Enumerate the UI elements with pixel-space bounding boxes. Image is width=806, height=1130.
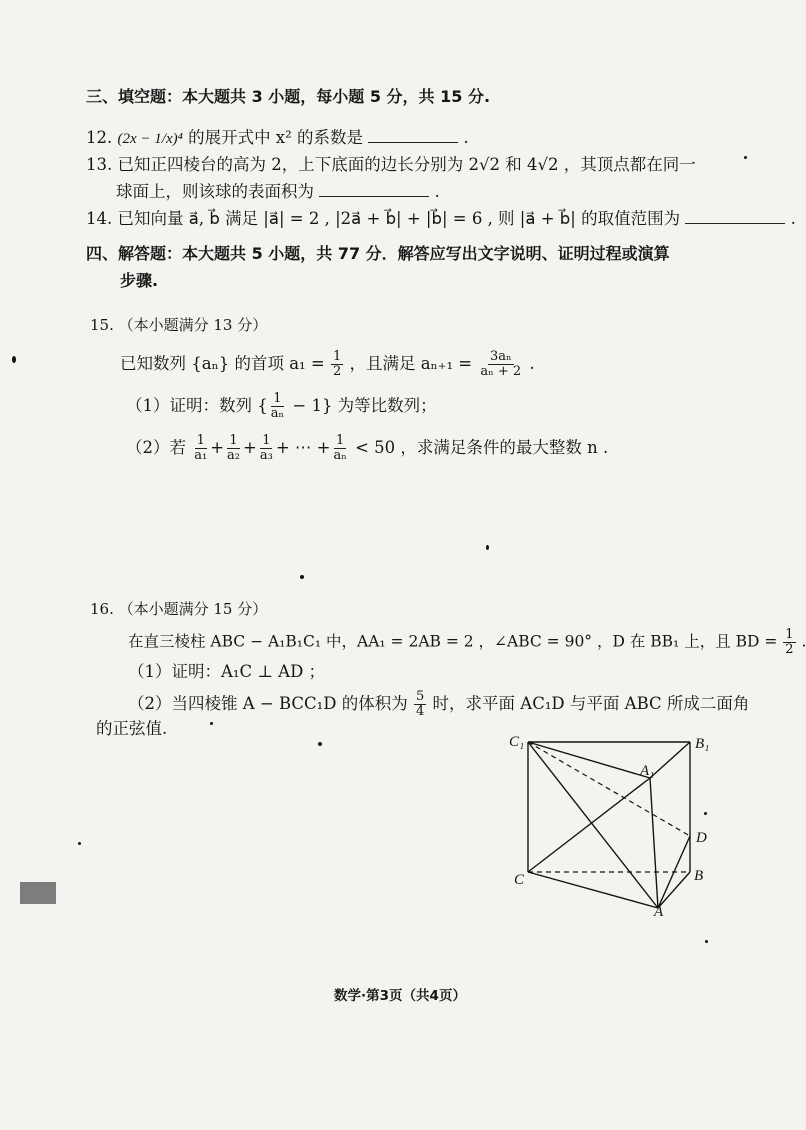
edge-c-a: [528, 872, 658, 908]
question-13-line-2: [116, 181, 440, 203]
part-text: （2）当四棱锥 A − BCC₁D 的体积为: [128, 694, 408, 713]
numerator: 3aₙ: [489, 349, 512, 364]
part-text: < 50 ，求满足条件的最大整数 n .: [355, 438, 609, 457]
denominator: 2: [785, 642, 794, 657]
hidden-line-c1-d: [528, 742, 690, 836]
edge-a1-b1: [650, 742, 690, 778]
question-number: 14.: [86, 209, 113, 228]
page-footer: 数学·第3页（共4页）: [334, 988, 466, 1004]
scan-smudge: [20, 882, 56, 904]
edge-a-b: [658, 872, 690, 908]
denominator: a₃: [259, 448, 273, 463]
part-text: （2）若: [126, 438, 186, 457]
answer-blank[interactable]: [368, 128, 458, 143]
fraction: [192, 434, 209, 463]
question-16-stem: [128, 628, 806, 657]
question-15-part-1: [126, 392, 437, 421]
label-a: A: [654, 904, 664, 920]
question-13-line-1: [86, 154, 696, 176]
question-text: 球面上，则该球的表面积为: [116, 182, 314, 201]
question-text: 已知正四棱台的高为 2，上下底面的边长分别为 2√2 和 4√2 ，其顶点都在同一: [117, 155, 696, 174]
edge-a1-a: [650, 778, 658, 908]
numerator: 1: [229, 433, 238, 448]
numerator: 1: [196, 433, 205, 448]
numerator: 1: [785, 627, 794, 642]
question-15-header: 15. （本小题满分 13 分）: [90, 316, 268, 334]
question-text: 的展开式中 x² 的系数是: [188, 128, 363, 147]
answer-blank[interactable]: [685, 209, 785, 224]
question-15-part-2: （2）若 $\frac{1}{\text{a₁}}$ + $\frac{1}{\text{a₂}}$ + $\frac{1}{\text{a₃}}$ + ⋯ + $\frac{1}{\text{aₙ}}$ < 50 ，求满足条件的最大整数 n .: [126, 433, 609, 463]
line-c1-a: [528, 742, 658, 908]
question-number: 13.: [86, 155, 113, 174]
scan-speck: [318, 742, 322, 746]
fraction: [225, 434, 242, 463]
scan-speck: [705, 940, 708, 943]
question-text: 已知向量 a⃗, b⃗ 满足 |a⃗| = 2 , |2a⃗ + b⃗| + |b⃗| = 6 , 则 |a⃗ + b⃗| 的取值范围为: [117, 209, 681, 228]
scan-speck: [744, 156, 747, 159]
period: .: [790, 209, 796, 228]
question-16-header: 16. （本小题满分 15 分）: [90, 600, 268, 618]
denominator: aₙ + 2: [480, 364, 522, 379]
question-14: [86, 208, 796, 230]
numerator: 5: [416, 689, 425, 704]
denominator: aₙ: [333, 448, 347, 463]
scan-speck: [300, 575, 304, 579]
line-c-a1: [528, 778, 650, 872]
fraction: [258, 434, 275, 463]
scan-speck: [486, 545, 489, 550]
section-heading-solutions: 四、解答题：本大题共 5 小题，共 77 分．解答应写出文字说明、证明过程或演算: [86, 244, 670, 263]
fraction: [783, 628, 795, 657]
period: .: [801, 632, 806, 651]
label-c1: C₁: [509, 734, 525, 750]
denominator: aₙ: [270, 406, 285, 421]
part-text: − 1} 为等比数列；: [287, 396, 437, 415]
numerator: 1: [336, 433, 345, 448]
denominator: a₁: [194, 448, 208, 463]
fraction: [414, 690, 426, 719]
scan-speck: [78, 842, 81, 845]
denominator: a₂: [227, 448, 241, 463]
fraction: [269, 392, 286, 421]
fraction: [478, 350, 523, 379]
section-heading-fill-in: 三、填空题：本大题共 3 小题，每小题 5 分，共 15 分.: [86, 87, 491, 106]
label-b: B: [694, 868, 704, 884]
stem-text: ，且满足 aₙ₊₁ =: [349, 354, 473, 373]
label-b1: B₁: [695, 736, 710, 752]
answer-blank[interactable]: [319, 182, 429, 197]
part-text: 时，求平面 AC₁D 与平面 ABC 所成二面角: [432, 694, 750, 713]
binomial-expression: (2x − 1/x)⁴: [117, 131, 183, 147]
section-heading-solutions-cont: 步骤.: [120, 271, 159, 290]
prism-figure: [500, 728, 730, 918]
question-15-stem: [120, 350, 535, 379]
scan-speck: [12, 356, 16, 363]
question-16-part-2: [128, 690, 749, 719]
stem-text: 已知数列 {aₙ} 的首项 a₁ =: [120, 354, 325, 373]
label-a1: A₁: [640, 763, 655, 779]
question-number: 12.: [86, 128, 113, 147]
question-12: [86, 127, 469, 150]
scan-speck: [210, 722, 213, 725]
edge-c1-a1: [528, 742, 650, 778]
fraction: [331, 434, 348, 463]
denominator: 4: [416, 704, 425, 719]
part-text: （1）证明：数列 {: [126, 396, 268, 415]
period: .: [529, 354, 535, 373]
fraction: [331, 350, 343, 379]
scan-speck: [704, 812, 707, 815]
numerator: 1: [262, 433, 271, 448]
question-16-part-2-cont: 的正弦值.: [96, 719, 168, 738]
numerator: 1: [273, 391, 282, 406]
stem-text: 在直三棱柱 ABC − A₁B₁C₁ 中，AA₁ = 2AB = 2 ，∠ABC = 90° ，D 在 BB₁ 上，且 BD =: [128, 632, 778, 651]
denominator: 2: [332, 364, 342, 379]
numerator: 1: [332, 349, 342, 364]
label-d: D: [696, 830, 707, 846]
period: .: [434, 182, 440, 201]
period: .: [463, 128, 469, 147]
label-c: C: [514, 872, 525, 888]
question-16-part-1: （1）证明：A₁C ⊥ AD ；: [128, 662, 326, 681]
